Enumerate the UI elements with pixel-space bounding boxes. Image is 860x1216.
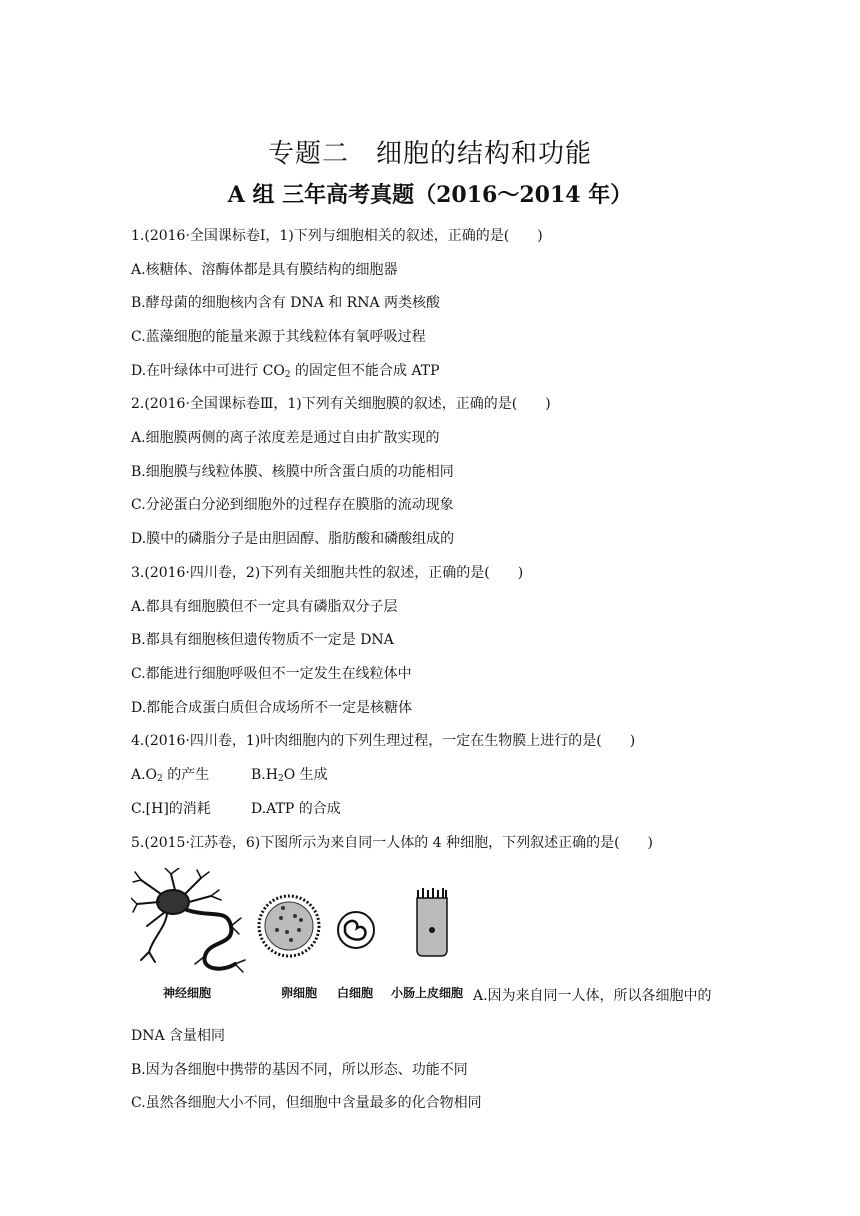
question-5-stem: 5.(2015·江苏卷，6)下图所示为来自同一人体的 4 种细胞，下列叙述正确的是( ) [131,835,653,851]
nerve-cell-drawing [131,868,245,972]
subscript: 2 [277,774,284,784]
question-4-option-b [251,766,328,784]
question-4-stem: 4.(2016·四川卷，1)叶肉细胞内的下列生理过程，一定在生物膜上进行的是( ) [131,733,636,749]
subscript: 2 [157,774,163,784]
question-1-option-a: A.核糖体、溶酶体都是具有膜结构的细胞器 [131,262,398,278]
question-3-option-d: D.都能合成蛋白质但合成场所不一定是核糖体 [131,700,413,716]
question-1-option-d [131,362,440,380]
question-2-option-d: D.膜中的磷脂分子是由胆固醇、脂肪酸和磷酸组成的 [131,531,455,547]
question-5-option-c: C.虽然各细胞大小不同，但细胞中含量最多的化合物相同 [131,1095,482,1111]
question-4-option-c: C.[H]的消耗 [131,801,211,817]
question-2-option-c: C.分泌蛋白分泌到细胞外的过程存在膜脂的流动现象 [131,497,454,513]
option-text: A.O [131,767,158,783]
label-intestinal-cell: 小肠上皮细胞 [391,986,464,1000]
option-text: 的产生 [162,767,210,783]
section-subtitle: A 组 三年高考真题（2016～2014 年） [227,182,633,208]
intestinal-cell-drawing [417,888,447,956]
label-nerve-cell: 神经细胞 [163,986,212,1000]
subscript: 2 [284,370,291,380]
question-3-option-c: C.都能进行细胞呼吸但不一定发生在线粒体中 [131,666,412,682]
option-text: B.H [251,767,278,783]
page-title: 专题二 细胞的结构和功能 [267,139,592,169]
question-1-option-c: C.蓝藻细胞的能量来源于其线粒体有氧呼吸过程 [131,329,426,345]
question-4-option-d: D.ATP 的合成 [251,801,341,817]
question-5-option-a-line1: A.因为来自同一人体，所以各细胞中的 [473,988,712,1004]
question-5-option-b: B.因为各细胞中携带的基因不同，所以形态、功能不同 [131,1062,468,1078]
option-text: O 生成 [283,767,328,783]
question-5-option-a-line2: DNA 含量相同 [131,1028,226,1044]
question-2-option-a: A.细胞膜两侧的离子浓度差是通过自由扩散实现的 [131,430,440,446]
question-3-stem: 3.(2016·四川卷，2)下列有关细胞共性的叙述，正确的是( ) [131,565,524,581]
label-egg-cell: 卵细胞 [281,986,318,1000]
question-1-stem: 1.(2016·全国课标卷Ⅰ，1)下列与细胞相关的叙述，正确的是( ) [131,228,543,244]
option-text: D.在叶绿体中可进行 CO [131,363,285,379]
option-text: 的固定但不能合成 ATP [290,363,440,379]
label-white-blood-cell: 白细胞 [337,986,374,1000]
cell-figure [131,868,471,998]
question-2-stem: 2.(2016·全国课标卷Ⅲ，1)下列有关细胞膜的叙述，正确的是( ) [131,396,551,412]
egg-cell-drawing [259,896,319,956]
question-3-option-b: B.都具有细胞核但遗传物质不一定是 DNA [131,632,394,648]
question-2-option-b: B.细胞膜与线粒体膜、核膜中所含蛋白质的功能相同 [131,464,454,480]
question-3-option-a: A.都具有细胞膜但不一定具有磷脂双分子层 [131,599,398,615]
cell-drawings [131,868,471,984]
question-4-option-a [131,766,209,784]
question-1-option-b: B.酵母菌的细胞核内含有 DNA 和 RNA 两类核酸 [131,295,441,311]
white-blood-cell-drawing [338,912,374,948]
